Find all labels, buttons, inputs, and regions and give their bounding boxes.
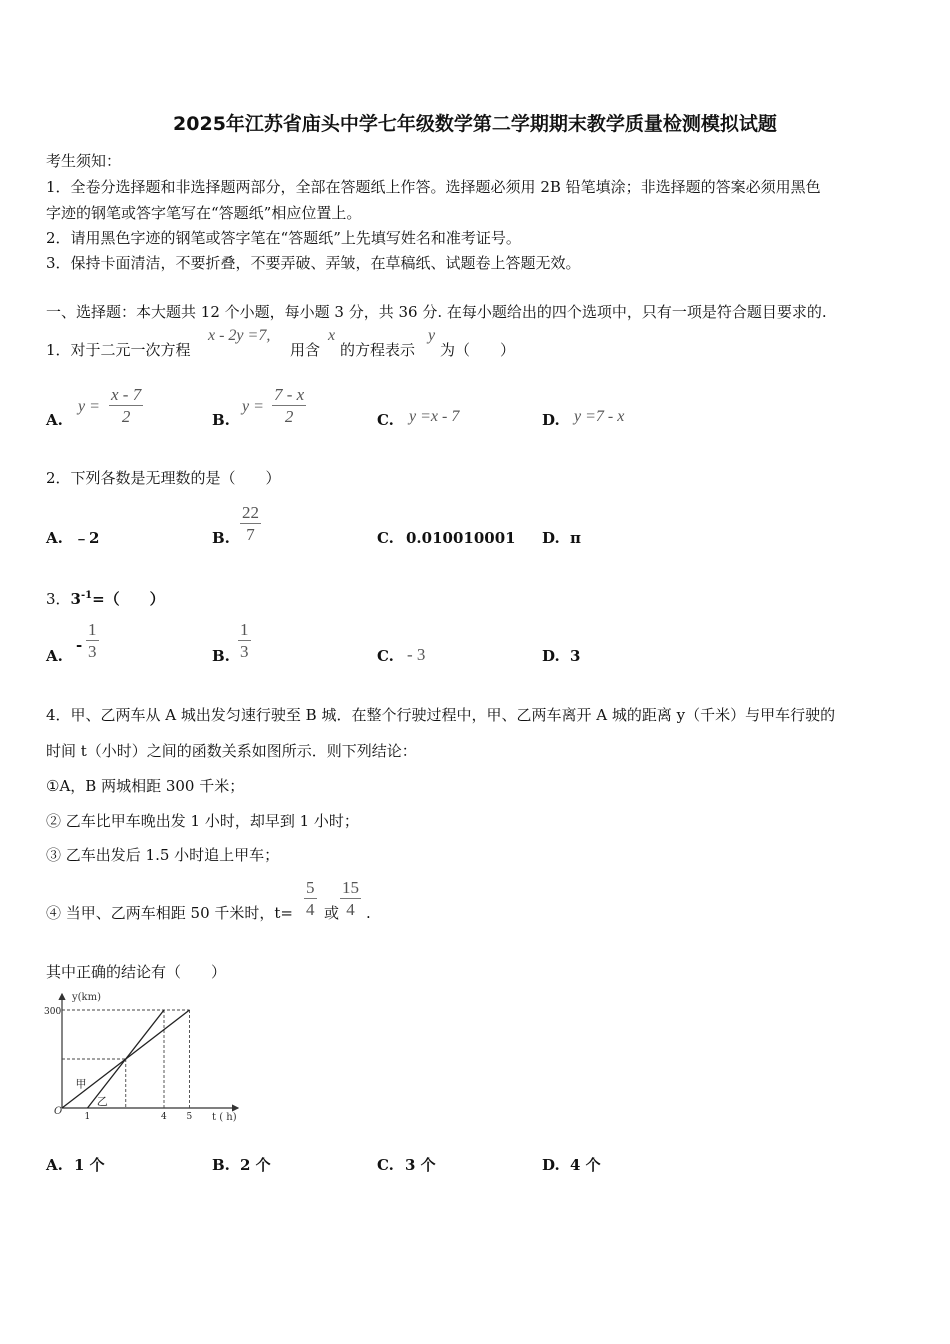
q4-option-c-value: 3 个 [405, 1156, 436, 1174]
q4-option-d-label[interactable]: D. [542, 1156, 560, 1174]
q1-prefix: 1．对于二元一次方程 [46, 341, 191, 359]
q3-option-b-den: 3 [240, 642, 249, 661]
q1-option-d-value: y =7 - x [574, 408, 625, 425]
q1-option-a-lhs: y = [78, 398, 100, 415]
q4-option-d-value: 4 个 [570, 1156, 601, 1174]
q1-option-a-den: 2 [121, 407, 131, 426]
notice-line-3: 3．保持卡面清洁，不要折叠，不要弄破、弄皱，在草稿纸、试题卷上答题无效。 [46, 254, 581, 272]
q4-f2-den: 4 [346, 900, 355, 919]
q1-option-b-den: 2 [284, 407, 294, 426]
q4-option-c-label[interactable]: C. [377, 1156, 394, 1174]
q2-option-d-label[interactable]: D. [542, 529, 560, 547]
q3-option-c-value: - 3 [407, 645, 426, 664]
q1-var-y: y [428, 327, 436, 344]
q2-option-c-value: 0.010010001 [406, 529, 516, 547]
q3-stem [46, 587, 165, 608]
chart-marks [44, 1007, 193, 1122]
q4-conclusion-1: ①A，B 两城相距 300 千米； [46, 777, 245, 795]
notice-line-1a: 1．全卷分选择题和非选择题两部分，全部在答题纸上作答。选择题必须用 2B 铅笔填涂；非选择题的答案必须用黑色 [46, 178, 821, 196]
q1-option-c-value: y =x - 7 [409, 408, 460, 425]
q1-option-d-label[interactable]: D. [542, 411, 560, 429]
q2-option-a-value: ﹣2 [74, 529, 100, 547]
q3-option-b-num: 1 [240, 620, 249, 639]
q4-conclusion-3: ③ 乙车出发后 1.5 小时追上甲车； [46, 846, 280, 864]
q3-option-a-label[interactable]: A. [46, 647, 63, 665]
q1-option-b-fraction [272, 385, 306, 428]
q4-option-a-value: 1 个 [74, 1156, 105, 1174]
q3-option-a-num: 1 [88, 620, 97, 639]
q4-f1-den: 4 [306, 900, 315, 919]
q1-option-a-label[interactable]: A. [46, 411, 63, 429]
q2-option-a-label[interactable]: A. [46, 529, 63, 547]
q3-option-a-sign: - [76, 636, 83, 654]
y-axis-label: y(km) [72, 992, 101, 1003]
q1-var-x: x [328, 327, 336, 344]
q1-suffix: 为（ ） [440, 341, 516, 359]
q4-or: 或 [324, 904, 340, 922]
q2-option-b-label[interactable]: B. [212, 529, 230, 547]
q4-conclusion-2: ② 乙车比甲车晚出发 1 小时，却早到 1 小时； [46, 812, 359, 830]
q4-option-b-label[interactable]: B. [212, 1156, 230, 1174]
q4-stem-line-2: 时间 t（小时）之间的函数关系如图所示．则下列结论： [46, 742, 417, 760]
notice-line-2: 2．请用黑色字迹的钢笔或答字笔在“答题纸”上先填写姓名和准考证号。 [46, 229, 521, 247]
q4-f2-num: 15 [342, 878, 359, 897]
q2-option-b-den: 7 [246, 525, 255, 544]
q1-option-c-label[interactable]: C. [377, 411, 394, 429]
q4-end: . [366, 904, 371, 922]
distance-time-chart [42, 990, 242, 1125]
q3-option-b-fraction [238, 620, 251, 663]
q4-option-b-value: 2 个 [240, 1156, 271, 1174]
series-label-jia: 甲 [75, 1077, 87, 1091]
q3-base: 3 [70, 590, 81, 608]
q3-option-a-fraction [86, 620, 99, 663]
page-title: 2025年江苏省庙头中学七年级数学第二学期期末教学质量检测模拟试题 [173, 113, 777, 135]
q3-exponent: -1 [80, 590, 93, 601]
x-tick-4: 4 [161, 1112, 167, 1122]
x-tick-1: 1 [84, 1112, 91, 1122]
q3-rest: =（ ） [92, 590, 165, 608]
q2-option-b-num: 22 [242, 503, 259, 522]
y-tick-300: 300 [44, 1007, 62, 1017]
notice-line-1b: 字迹的钢笔或答字笔写在“答题纸”相应位置上。 [46, 204, 362, 222]
q3-option-b-label[interactable]: B. [212, 647, 230, 665]
q2-option-b-fraction [240, 503, 261, 546]
q4-fraction-15-4 [340, 878, 361, 921]
q1-option-b-num: 7 - x [274, 385, 305, 404]
q3-option-d-value: 3 [570, 647, 581, 665]
q4-f1-num: 5 [306, 878, 315, 897]
q4-question: 其中正确的结论有（ ） [46, 963, 227, 981]
q4-conclusion-4: ④ 当甲、乙两车相距 50 千米时，t= [46, 904, 293, 922]
notice-heading: 考生须知： [46, 152, 122, 170]
q1-option-b-lhs: y = [242, 398, 264, 415]
q3-option-d-label[interactable]: D. [542, 647, 560, 665]
q4-fraction-5-4 [304, 878, 317, 921]
q3-option-a-den: 3 [88, 642, 97, 661]
q3-option-c-label[interactable]: C. [377, 647, 394, 665]
q1-mid2: 的方程表示 [340, 341, 416, 359]
section-heading: 一、选择题：本大题共 12 个小题，每小题 3 分，共 36 分. 在每小题给出的四个选项中，只有一项是符合题目要求的. [46, 303, 827, 321]
q4-stem-line-1: 4．甲、乙两车从 A 城出发匀速行驶至 B 城．在整个行驶过程中，甲、乙两车离开 A 城的距离 y（千米）与甲车行驶的 [46, 706, 836, 724]
q1-option-b-label[interactable]: B. [212, 411, 230, 429]
origin-label: O [54, 1106, 63, 1117]
q4-option-a-label[interactable]: A. [46, 1156, 63, 1174]
series-label-yi: 乙 [96, 1094, 108, 1108]
q1-option-a-fraction [109, 385, 143, 428]
q2-option-c-label[interactable]: C. [377, 529, 394, 547]
q2-option-d-value: π [570, 529, 581, 547]
q1-equation: x - 2y =7, [208, 327, 271, 344]
x-axis-label: t ( h) [212, 1112, 237, 1123]
q2-stem: 2．下列各数是无理数的是（ ） [46, 469, 281, 487]
q1-option-a-num: x - 7 [111, 385, 142, 404]
q3-number: 3． [46, 590, 71, 608]
q1-mid: 用含 [290, 341, 321, 359]
x-tick-5: 5 [186, 1112, 193, 1122]
